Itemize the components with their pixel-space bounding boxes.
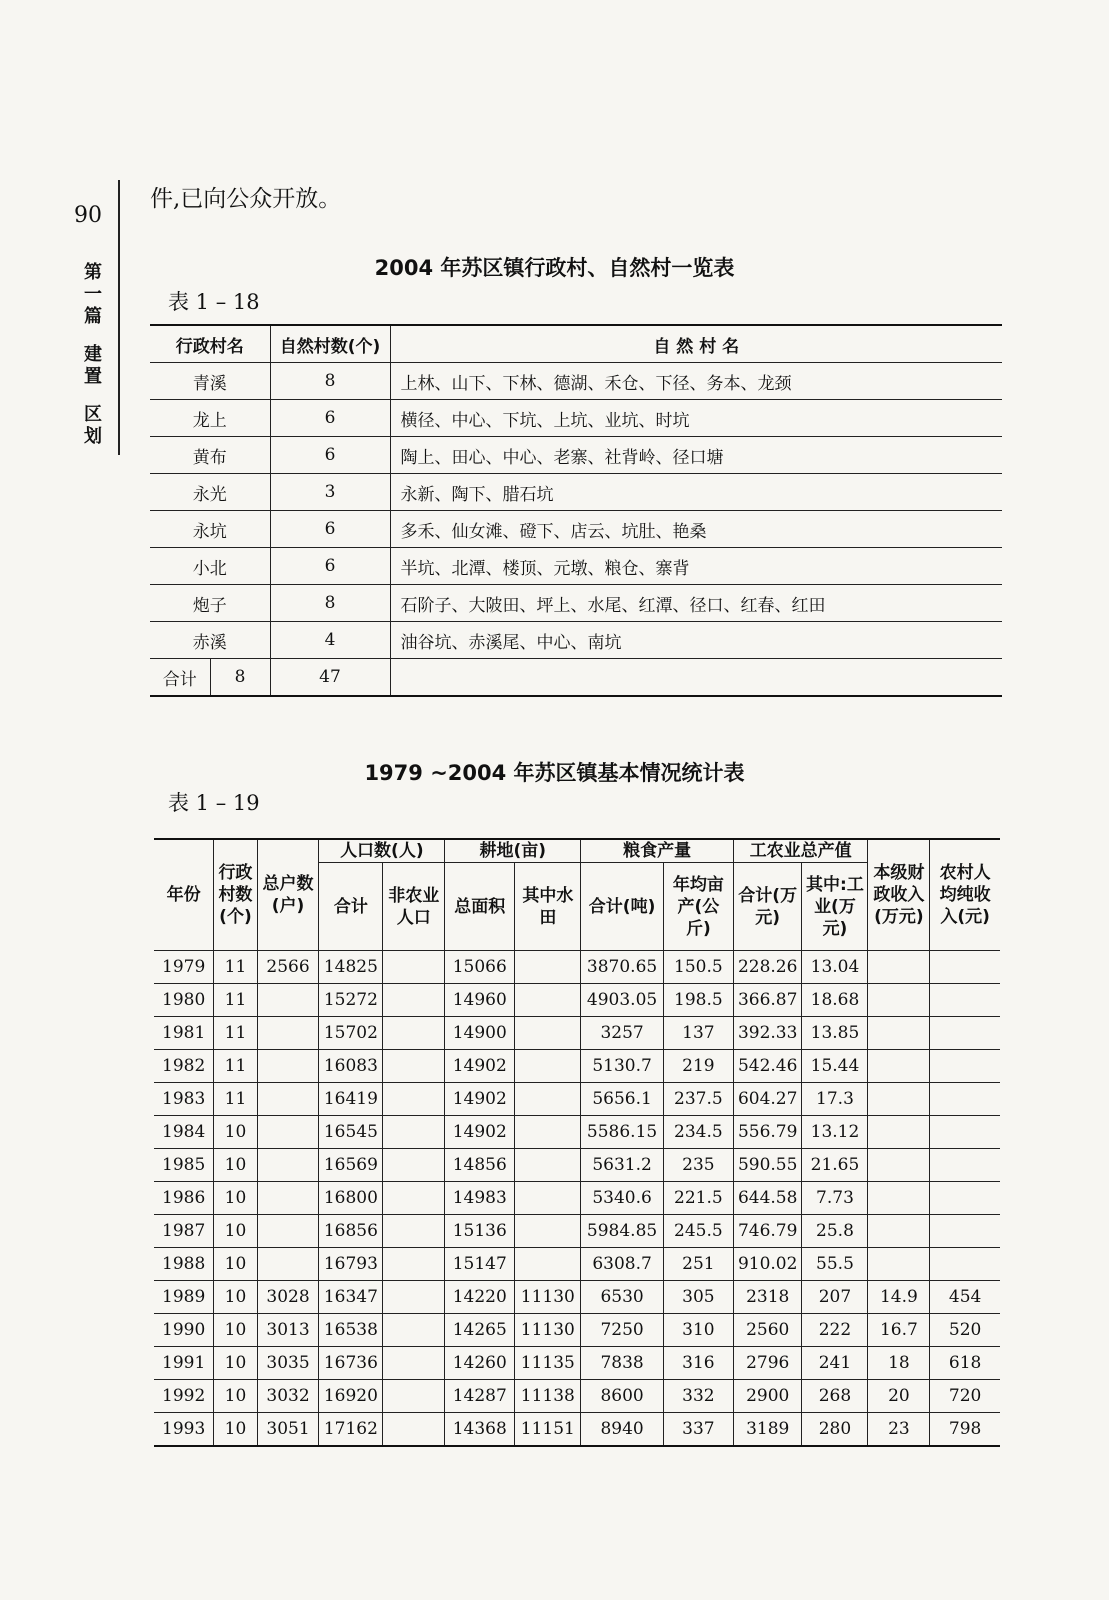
table-cell: 3035 — [257, 1347, 319, 1380]
table-cell — [383, 1050, 445, 1083]
table-cell: 11130 — [515, 1314, 581, 1347]
table-cell: 16856 — [319, 1215, 383, 1248]
table-cell: 2318 — [733, 1281, 802, 1314]
table-cell: 14960 — [445, 984, 515, 1017]
table-cell: 13.04 — [802, 951, 868, 984]
table-cell: 11 — [214, 1017, 257, 1050]
table-cell: 1985 — [154, 1149, 214, 1182]
table-cell: 3870.65 — [581, 951, 663, 984]
side-label-char: 区 — [84, 404, 102, 425]
table-cell: 3051 — [257, 1413, 319, 1447]
total-row — [150, 659, 1002, 697]
table-cell — [390, 659, 1002, 697]
table-19-label: 表 1 – 19 — [168, 791, 260, 815]
table-cell: 11130 — [515, 1281, 581, 1314]
table-cell: 10 — [214, 1281, 257, 1314]
header-output-total: 合计(万元) — [733, 863, 802, 951]
table-cell — [383, 1281, 445, 1314]
table-cell: 3028 — [257, 1281, 319, 1314]
table-cell: 392.33 — [733, 1017, 802, 1050]
table-header-row — [150, 325, 1002, 363]
table-cell: 47 — [270, 659, 390, 697]
table-cell: 11 — [214, 1083, 257, 1116]
table-cell: 永新、陶下、腊石坑 — [390, 474, 1002, 511]
table-row — [154, 1017, 1000, 1050]
header-land-total: 总面积 — [445, 863, 515, 951]
side-label-char: 第 — [84, 262, 102, 283]
table-cell: 3032 — [257, 1380, 319, 1413]
table-cell — [383, 1215, 445, 1248]
table-cell: 陶上、田心、中心、老寨、社背岭、径口塘 — [390, 437, 1002, 474]
table-row — [150, 511, 1002, 548]
table-cell: 10 — [214, 1380, 257, 1413]
table-cell: 16545 — [319, 1116, 383, 1149]
header-village-names: 自 然 村 名 — [390, 325, 1002, 363]
table-cell: 520 — [930, 1314, 1000, 1347]
table-cell: 15136 — [445, 1215, 515, 1248]
table-cell: 21.65 — [802, 1149, 868, 1182]
table-cell — [383, 1083, 445, 1116]
table-cell: 910.02 — [733, 1248, 802, 1281]
table-cell: 3257 — [581, 1017, 663, 1050]
table-cell: 15147 — [445, 1248, 515, 1281]
table-cell: 5656.1 — [581, 1083, 663, 1116]
table-cell: 16.7 — [868, 1314, 930, 1347]
table-cell: 234.5 — [663, 1116, 733, 1149]
table-cell — [930, 1083, 1000, 1116]
table-cell: 268 — [802, 1380, 868, 1413]
table-cell: 222 — [802, 1314, 868, 1347]
table-cell: 8 — [270, 363, 390, 400]
table-cell: 10 — [214, 1116, 257, 1149]
table-cell: 798 — [930, 1413, 1000, 1447]
table-cell: 10 — [214, 1413, 257, 1447]
table-row — [150, 585, 1002, 622]
chapter-side-label — [82, 262, 104, 448]
header-grain: 粮食产量 — [581, 839, 734, 863]
table-cell: 198.5 — [663, 984, 733, 1017]
table-cell — [868, 1050, 930, 1083]
table-cell: 542.46 — [733, 1050, 802, 1083]
table-row — [150, 400, 1002, 437]
table-cell — [930, 1116, 1000, 1149]
header-output-industry: 其中:工业(万元) — [802, 863, 868, 951]
table-row — [150, 548, 1002, 585]
table-cell: 8600 — [581, 1380, 663, 1413]
table-cell: 746.79 — [733, 1215, 802, 1248]
table-cell: 6530 — [581, 1281, 663, 1314]
side-label-char: 一 — [84, 284, 102, 305]
table-row — [150, 437, 1002, 474]
table-cell: 305 — [663, 1281, 733, 1314]
table-cell: 556.79 — [733, 1116, 802, 1149]
table-row — [154, 1314, 1000, 1347]
table-cell — [257, 1215, 319, 1248]
table-cell: 1981 — [154, 1017, 214, 1050]
table-cell — [868, 951, 930, 984]
table-cell: 1982 — [154, 1050, 214, 1083]
table-cell: 16800 — [319, 1182, 383, 1215]
table-cell: 半坑、北潭、楼顶、元墩、粮仓、寨背 — [390, 548, 1002, 585]
table-cell — [383, 1314, 445, 1347]
header-fiscal: 本级财政收入(万元) — [868, 839, 930, 951]
table-cell — [868, 1215, 930, 1248]
header-grain-yield: 年均亩产(公斤) — [663, 863, 733, 951]
table-cell: 小北 — [150, 548, 270, 585]
header-year: 年份 — [154, 839, 214, 951]
table-cell: 7.73 — [802, 1182, 868, 1215]
table-cell — [383, 1248, 445, 1281]
table-cell: 11 — [214, 951, 257, 984]
table-cell: 221.5 — [663, 1182, 733, 1215]
table-cell — [930, 1215, 1000, 1248]
table-cell: 1989 — [154, 1281, 214, 1314]
table-cell: 11138 — [515, 1380, 581, 1413]
table-cell: 1993 — [154, 1413, 214, 1447]
table-cell: 14825 — [319, 951, 383, 984]
table-cell: 17.3 — [802, 1083, 868, 1116]
table-cell: 14260 — [445, 1347, 515, 1380]
table-cell: 5984.85 — [581, 1215, 663, 1248]
table-cell — [868, 1182, 930, 1215]
table-cell — [930, 1050, 1000, 1083]
table-cell: 青溪 — [150, 363, 270, 400]
table-cell — [257, 1182, 319, 1215]
table-row — [154, 1380, 1000, 1413]
table-cell: 15.44 — [802, 1050, 868, 1083]
table-cell — [257, 1050, 319, 1083]
table-cell: 720 — [930, 1380, 1000, 1413]
table-cell: 310 — [663, 1314, 733, 1347]
table-cell: 219 — [663, 1050, 733, 1083]
table-cell — [383, 1149, 445, 1182]
table-row — [154, 1248, 1000, 1281]
table-cell: 1984 — [154, 1116, 214, 1149]
side-label-char: 划 — [84, 426, 102, 447]
table-row — [154, 1413, 1000, 1447]
side-label-char: 建 — [84, 344, 102, 365]
table-cell: 228.26 — [733, 951, 802, 984]
table-cell: 7250 — [581, 1314, 663, 1347]
table-cell: 18.68 — [802, 984, 868, 1017]
table-cell — [515, 984, 581, 1017]
header-population: 人口数(人) — [319, 839, 445, 863]
table-cell — [257, 1248, 319, 1281]
table-19-title: 1979 ~2004 年苏区镇基本情况统计表 — [364, 761, 745, 785]
table-cell — [930, 1182, 1000, 1215]
table-cell — [257, 984, 319, 1017]
table-cell: 合计 — [150, 659, 210, 697]
table-cell: 18 — [868, 1347, 930, 1380]
table-cell — [383, 951, 445, 984]
header-village-count: 自然村数(个) — [270, 325, 390, 363]
table-cell: 644.58 — [733, 1182, 802, 1215]
table-cell — [930, 1017, 1000, 1050]
table-row — [154, 984, 1000, 1017]
table-cell: 14287 — [445, 1380, 515, 1413]
table-cell — [868, 1248, 930, 1281]
table-cell — [515, 1248, 581, 1281]
table-row — [154, 1182, 1000, 1215]
table-cell: 20 — [868, 1380, 930, 1413]
table-row — [154, 1347, 1000, 1380]
table-cell — [383, 984, 445, 1017]
table-cell: 多禾、仙女滩、磴下、店云、坑肚、艳桑 — [390, 511, 1002, 548]
table-cell: 赤溪 — [150, 622, 270, 659]
table-cell: 2560 — [733, 1314, 802, 1347]
table-cell: 454 — [930, 1281, 1000, 1314]
table-cell: 13.85 — [802, 1017, 868, 1050]
table-cell: 3189 — [733, 1413, 802, 1447]
header-land-paddy: 其中水田 — [515, 863, 581, 951]
header-pop-nonagri: 非农业人口 — [383, 863, 445, 951]
table-cell — [930, 984, 1000, 1017]
table-cell: 14902 — [445, 1050, 515, 1083]
table-cell: 6 — [270, 437, 390, 474]
table-cell — [515, 1182, 581, 1215]
table-cell: 15272 — [319, 984, 383, 1017]
table-cell: 316 — [663, 1347, 733, 1380]
table-cell: 5130.7 — [581, 1050, 663, 1083]
table-cell: 16736 — [319, 1347, 383, 1380]
table-cell: 永光 — [150, 474, 270, 511]
table-row — [150, 363, 1002, 400]
header-households: 总户数(户) — [257, 839, 319, 951]
table-18-label: 表 1 – 18 — [168, 290, 260, 314]
table-cell: 5586.15 — [581, 1116, 663, 1149]
table-cell: 1988 — [154, 1248, 214, 1281]
statistics-table — [154, 838, 1000, 1447]
table-cell — [257, 1149, 319, 1182]
table-cell: 13.12 — [802, 1116, 868, 1149]
header-farmland: 耕地(亩) — [445, 839, 581, 863]
table-cell: 23 — [868, 1413, 930, 1447]
table-cell: 炮子 — [150, 585, 270, 622]
header-admin-village: 行政村名 — [150, 325, 270, 363]
table-cell: 1980 — [154, 984, 214, 1017]
table-cell: 150.5 — [663, 951, 733, 984]
table-cell: 10 — [214, 1215, 257, 1248]
table-row — [154, 1116, 1000, 1149]
table-cell — [383, 1182, 445, 1215]
table-cell — [383, 1116, 445, 1149]
table-cell: 4903.05 — [581, 984, 663, 1017]
table-cell: 55.5 — [802, 1248, 868, 1281]
table-cell — [383, 1380, 445, 1413]
table-cell: 2796 — [733, 1347, 802, 1380]
side-label-char: 置 — [84, 366, 102, 387]
table-cell — [515, 1116, 581, 1149]
table-cell: 8940 — [581, 1413, 663, 1447]
table-cell: 14900 — [445, 1017, 515, 1050]
header-villages: 行政村数(个) — [214, 839, 257, 951]
table-cell: 永坑 — [150, 511, 270, 548]
table-cell: 1991 — [154, 1347, 214, 1380]
table-row — [154, 951, 1000, 984]
header-output: 工农业总产值 — [733, 839, 868, 863]
table-cell: 龙上 — [150, 400, 270, 437]
table-cell: 10 — [214, 1149, 257, 1182]
table-cell: 337 — [663, 1413, 733, 1447]
table-cell: 8 — [210, 659, 270, 697]
table-cell: 1987 — [154, 1215, 214, 1248]
table-cell: 14856 — [445, 1149, 515, 1182]
table-cell: 14902 — [445, 1116, 515, 1149]
table-cell: 2900 — [733, 1380, 802, 1413]
table-cell: 1983 — [154, 1083, 214, 1116]
table-cell: 11 — [214, 984, 257, 1017]
table-cell: 3013 — [257, 1314, 319, 1347]
table-cell — [515, 1083, 581, 1116]
table-cell: 366.87 — [733, 984, 802, 1017]
table-cell: 332 — [663, 1380, 733, 1413]
table-row — [154, 1281, 1000, 1314]
table-cell: 上林、山下、下林、德湖、禾仓、下径、务本、龙颈 — [390, 363, 1002, 400]
table-cell: 横径、中心、下坑、上坑、业坑、时坑 — [390, 400, 1002, 437]
table-cell — [930, 1248, 1000, 1281]
village-table — [150, 324, 1002, 697]
table-cell — [515, 1149, 581, 1182]
header-grain-total: 合计(吨) — [581, 863, 663, 951]
table-row — [150, 622, 1002, 659]
table-cell: 15702 — [319, 1017, 383, 1050]
table-cell: 2566 — [257, 951, 319, 984]
table-cell: 16538 — [319, 1314, 383, 1347]
page-number: 90 — [74, 203, 102, 228]
table-cell: 10 — [214, 1248, 257, 1281]
table-cell — [930, 1149, 1000, 1182]
table-cell: 7838 — [581, 1347, 663, 1380]
table-cell: 10 — [214, 1314, 257, 1347]
table-cell: 6 — [270, 400, 390, 437]
table-cell: 16569 — [319, 1149, 383, 1182]
table-cell — [930, 951, 1000, 984]
table-cell: 16419 — [319, 1083, 383, 1116]
table-cell — [257, 1017, 319, 1050]
table-cell: 6308.7 — [581, 1248, 663, 1281]
table-cell: 5340.6 — [581, 1182, 663, 1215]
table-cell: 137 — [663, 1017, 733, 1050]
table-cell: 14220 — [445, 1281, 515, 1314]
table-cell — [515, 1215, 581, 1248]
table-cell: 5631.2 — [581, 1149, 663, 1182]
table-row — [154, 1215, 1000, 1248]
table-cell: 黄布 — [150, 437, 270, 474]
table-cell: 618 — [930, 1347, 1000, 1380]
table-cell: 3 — [270, 474, 390, 511]
table-cell: 11151 — [515, 1413, 581, 1447]
table-cell: 16083 — [319, 1050, 383, 1083]
table-cell: 17162 — [319, 1413, 383, 1447]
header-income: 农村人均纯收入(元) — [930, 839, 1000, 951]
table-cell: 8 — [270, 585, 390, 622]
table-cell: 16793 — [319, 1248, 383, 1281]
table-cell: 15066 — [445, 951, 515, 984]
table-cell — [868, 1116, 930, 1149]
header-pop-total: 合计 — [319, 863, 383, 951]
table-cell: 280 — [802, 1413, 868, 1447]
table-cell — [257, 1083, 319, 1116]
table-cell: 251 — [663, 1248, 733, 1281]
table-cell: 10 — [214, 1182, 257, 1215]
table-cell: 1986 — [154, 1182, 214, 1215]
table-cell — [868, 1149, 930, 1182]
intro-text: 件,已向公众开放。 — [150, 186, 342, 212]
table-cell: 207 — [802, 1281, 868, 1314]
table-row — [150, 474, 1002, 511]
table-cell — [383, 1017, 445, 1050]
table-header-row — [154, 839, 1000, 863]
table-cell: 1990 — [154, 1314, 214, 1347]
table-cell — [515, 1017, 581, 1050]
table-cell: 11135 — [515, 1347, 581, 1380]
side-label-char: 篇 — [84, 306, 102, 327]
table-cell: 10 — [214, 1347, 257, 1380]
table-cell: 6 — [270, 511, 390, 548]
table-cell: 4 — [270, 622, 390, 659]
table-cell: 1992 — [154, 1380, 214, 1413]
table-cell — [515, 951, 581, 984]
table-row — [154, 1149, 1000, 1182]
table-cell: 235 — [663, 1149, 733, 1182]
table-cell — [868, 1083, 930, 1116]
table-cell: 11 — [214, 1050, 257, 1083]
table-cell: 245.5 — [663, 1215, 733, 1248]
table-cell — [383, 1413, 445, 1447]
table-cell — [257, 1116, 319, 1149]
table-cell: 237.5 — [663, 1083, 733, 1116]
table-18-title: 2004 年苏区镇行政村、自然村一览表 — [374, 256, 735, 280]
table-cell: 油谷坑、赤溪尾、中心、南坑 — [390, 622, 1002, 659]
table-cell: 石阶子、大陂田、坪上、水尾、红潭、径口、红春、红田 — [390, 585, 1002, 622]
table-cell: 14983 — [445, 1182, 515, 1215]
table-cell — [868, 1017, 930, 1050]
table-row — [154, 1050, 1000, 1083]
table-cell: 14902 — [445, 1083, 515, 1116]
table-row — [154, 1083, 1000, 1116]
table-cell: 16347 — [319, 1281, 383, 1314]
table-cell: 241 — [802, 1347, 868, 1380]
table-cell — [383, 1347, 445, 1380]
table-cell: 16920 — [319, 1380, 383, 1413]
table-cell — [515, 1050, 581, 1083]
table-cell: 6 — [270, 548, 390, 585]
table-cell: 25.8 — [802, 1215, 868, 1248]
table-cell: 604.27 — [733, 1083, 802, 1116]
table-cell: 1979 — [154, 951, 214, 984]
table-cell: 14368 — [445, 1413, 515, 1447]
table-cell: 14265 — [445, 1314, 515, 1347]
margin-rule — [118, 180, 120, 455]
table-cell — [868, 984, 930, 1017]
table-cell: 14.9 — [868, 1281, 930, 1314]
table-cell: 590.55 — [733, 1149, 802, 1182]
